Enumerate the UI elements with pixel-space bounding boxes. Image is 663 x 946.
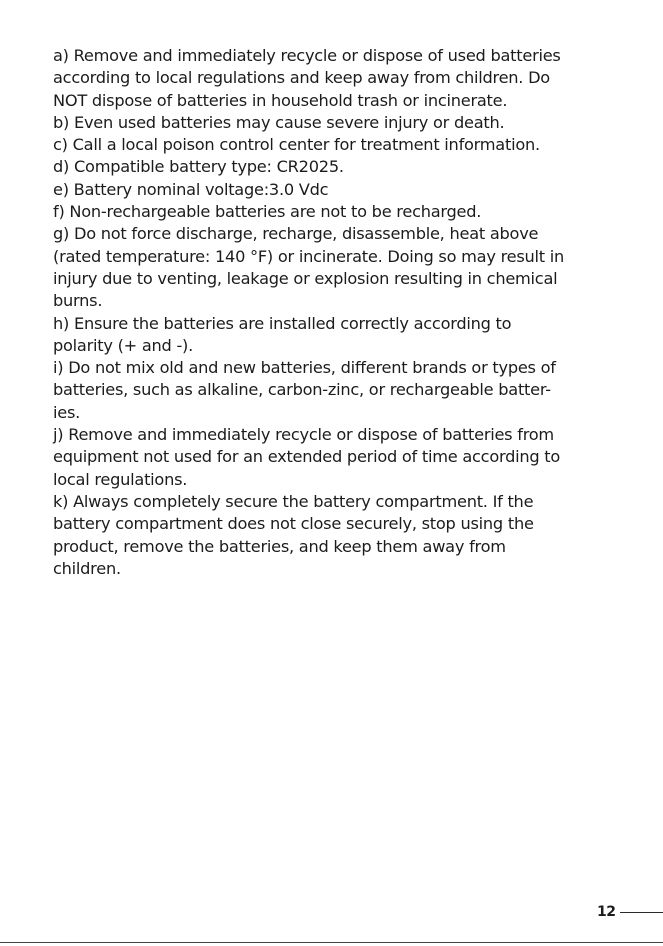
text-line: b) Even used batteries may cause severe injury or death. <box>53 112 505 132</box>
bottom-divider <box>0 942 663 943</box>
text-line: g) Do not force discharge, recharge, disassemble, heat above <box>53 224 539 244</box>
text-line: f) Non-rechargeable batteries are not to be recharged. <box>53 202 482 222</box>
text-line: e) Battery nominal voltage:3.0 Vdc <box>53 179 329 199</box>
text-line: d) Compatible battery type: CR2025. <box>53 157 344 177</box>
page-number: 12 <box>597 904 616 920</box>
text-line: i) Do not mix old and new batteries, different brands or types of <box>53 358 556 378</box>
battery-safety-instructions <box>53 45 621 580</box>
text-line: c) Call a local poison control center for treatment information. <box>53 135 540 155</box>
text-line: h) Ensure the batteries are installed correctly according to <box>53 313 512 333</box>
text-line: burns. <box>53 291 103 311</box>
text-line: k) Always completely secure the battery compartment. If the <box>53 491 534 511</box>
text-line: battery compartment does not close securely, stop using the <box>53 514 534 534</box>
text-line: product, remove the batteries, and keep them away from <box>53 536 506 556</box>
text-line: j) Remove and immediately recycle or dispose of batteries from <box>53 425 554 445</box>
text-line: ies. <box>53 402 81 422</box>
text-line: batteries, such as alkaline, carbon-zinc, or rechargeable batter- <box>53 380 551 400</box>
text-line: NOT dispose of batteries in household trash or incinerate. <box>53 90 508 110</box>
text-line: a) Remove and immediately recycle or dispose of used batteries <box>53 46 561 65</box>
page-number-rule <box>620 912 663 913</box>
text-line: (rated temperature: 140 °F) or incinerate. Doing so may result in <box>53 246 565 266</box>
text-line: polarity (+ and -). <box>53 335 193 355</box>
text-line: according to local regulations and keep away from children. Do <box>53 68 550 88</box>
text-line: children. <box>53 558 121 578</box>
text-line: injury due to venting, leakage or explosion resulting in chemical <box>53 268 558 288</box>
text-line: local regulations. <box>53 469 188 489</box>
text-line: equipment not used for an extended period of time according to <box>53 447 561 467</box>
